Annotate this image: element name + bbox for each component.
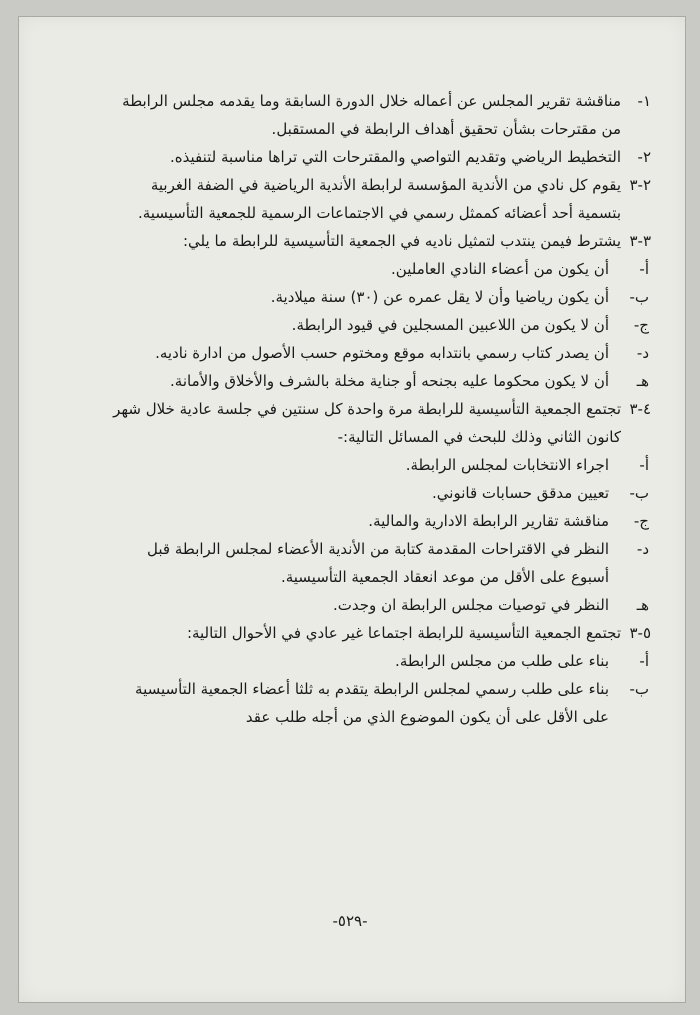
sub-item — [107, 255, 651, 283]
clause-number: ٣-٣ — [629, 232, 651, 250]
sub-item-text: أن يكون من أعضاء النادي العاملين. — [391, 260, 609, 278]
clause-text: تجتمع الجمعية التأسيسية للرابطة اجتماعا غير عادي في الأحوال التالية: — [186, 624, 621, 642]
clause-text: التخطيط الرياضي وتقديم التواصي والمقترحات التي تراها مناسبة لتنفيذه. — [170, 148, 621, 166]
clause-number: ١- — [637, 92, 651, 110]
sub-item — [107, 367, 651, 395]
document-body — [107, 87, 651, 731]
sub-item-marker: ب- — [629, 680, 649, 698]
clause-number: ٢-٣ — [629, 176, 651, 194]
document-page — [18, 16, 686, 1003]
sub-item — [107, 675, 651, 731]
sub-item — [107, 507, 651, 535]
sub-item — [107, 647, 651, 675]
sub-item-text: مناقشة تقارير الرابطة الادارية والمالية. — [368, 512, 609, 530]
clause-number: ٢- — [637, 148, 651, 166]
page-number: -٥٢٩- — [332, 912, 368, 930]
sub-item — [107, 339, 651, 367]
clause-text: تجتمع الجمعية التأسيسية للرابطة مرة واحدة كل سنتين في جلسة عادية خلال شهر كانون الثاني وذلك للبحث في المسائل التالية:- — [113, 400, 621, 446]
sub-item-text: بناء على طلب رسمي لمجلس الرابطة يتقدم به ثلثا أعضاء الجمعية التأسيسية على الأقل على أن يكون الموضوع الذي من أجله طلب عقد — [135, 680, 609, 726]
sub-item — [107, 451, 651, 479]
clause-item — [107, 87, 651, 143]
sub-item-marker: د- — [636, 540, 649, 558]
sub-item-marker: أ- — [639, 260, 649, 278]
clause-text: يشترط فيمن ينتدب لتمثيل ناديه في الجمعية التأسيسية للرابطة ما يلي: — [183, 232, 621, 250]
sub-item-text: أن لا يكون من اللاعبين المسجلين في قيود الرابطة. — [291, 316, 609, 334]
sub-item-text: النظر في توصيات مجلس الرابطة ان وجدت. — [333, 596, 609, 614]
clause-item — [107, 619, 651, 647]
sub-item-marker: ج- — [633, 512, 649, 530]
clause-item — [107, 171, 651, 227]
sub-item-text: تعيين مدقق حسابات قانوني. — [432, 484, 609, 502]
sub-item — [107, 311, 651, 339]
sub-item-text: النظر في الاقتراحات المقدمة كتابة من الأندية الأعضاء لمجلس الرابطة قبل أسبوع على الأقل من موعد انعقاد الجمعية التأسيسية. — [147, 540, 609, 586]
sub-item-marker: ب- — [629, 288, 649, 306]
clause-text: مناقشة تقرير المجلس عن أعماله خلال الدورة السابقة وما يقدمه مجلس الرابطة من مقترحات بشأن تحقيق أهداف الرابطة في المستقبل. — [122, 92, 621, 138]
clause-item — [107, 227, 651, 255]
sub-item-marker: هـ — [636, 372, 649, 390]
clause-number: ٥-٣ — [629, 624, 651, 642]
clause-number: ٤-٣ — [629, 400, 651, 418]
sub-item-marker: ب- — [629, 484, 649, 502]
sub-item-marker: ج- — [633, 316, 649, 334]
sub-item-text: اجراء الانتخابات لمجلس الرابطة. — [405, 456, 609, 474]
sub-item-text: بناء على طلب من مجلس الرابطة. — [395, 652, 609, 670]
sub-item — [107, 479, 651, 507]
sub-item-text: أن يصدر كتاب رسمي بانتدابه موقع ومختوم حسب الأصول من ادارة ناديه. — [155, 344, 609, 362]
clause-item — [107, 395, 651, 451]
sub-item-text: أن يكون رياضيا وأن لا يقل عمره عن (٣٠) سنة ميلادية. — [270, 288, 609, 306]
sub-item-marker: د- — [636, 344, 649, 362]
clause-item — [107, 143, 651, 171]
sub-item-marker: أ- — [639, 652, 649, 670]
sub-item-marker: هـ — [636, 596, 649, 614]
sub-item — [107, 535, 651, 591]
sub-item — [107, 591, 651, 619]
sub-item-text: أن لا يكون محكوما عليه بجنحه أو جناية مخلة بالشرف والأخلاق والأمانة. — [170, 372, 609, 390]
sub-item — [107, 283, 651, 311]
clause-text: يقوم كل نادي من الأندية المؤسسة لرابطة الأندية الرياضية في الضفة الغربية بتسمية أحد أعضائه كممثل رسمي في الاجتماعات الرسمية للجمعية التأسيسية. — [137, 176, 621, 222]
sub-item-marker: أ- — [639, 456, 649, 474]
